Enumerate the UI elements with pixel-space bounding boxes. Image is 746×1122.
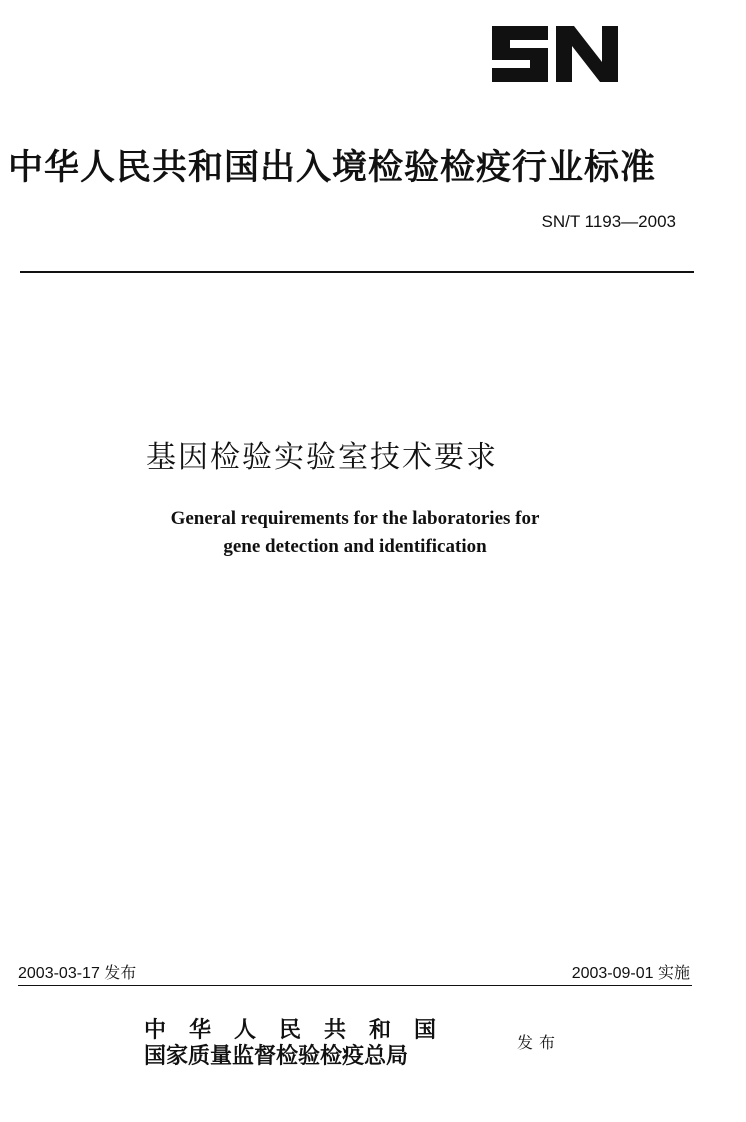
effective-date: 2003-09-01 实施 [571,965,690,982]
publish-date: 2003-03-17 发布 [18,965,137,982]
organization-title: 中华人民共和国出入境检验检疫行业标准 [8,148,657,188]
document-title-en [100,505,610,561]
issuer-country: 中华人民共和国 [144,1017,460,1043]
standard-code: SN/T 1193—2003 [541,212,676,231]
issuer-block [144,1017,504,1069]
footer-divider [18,985,692,986]
issue-action: 发布 [517,1033,562,1052]
sn-logo [490,18,630,90]
header-divider [20,271,694,273]
document-title-en-line1: General requirements for the laboratories for [170,508,540,529]
document-title-cn: 基因检验实验室技术要求 [146,440,498,475]
sn-logo-mark [490,18,630,90]
document-title-en-line2: gene detection and identification [223,536,487,557]
issuer-agency: 国家质量监督检验检疫总局 [144,1043,409,1069]
